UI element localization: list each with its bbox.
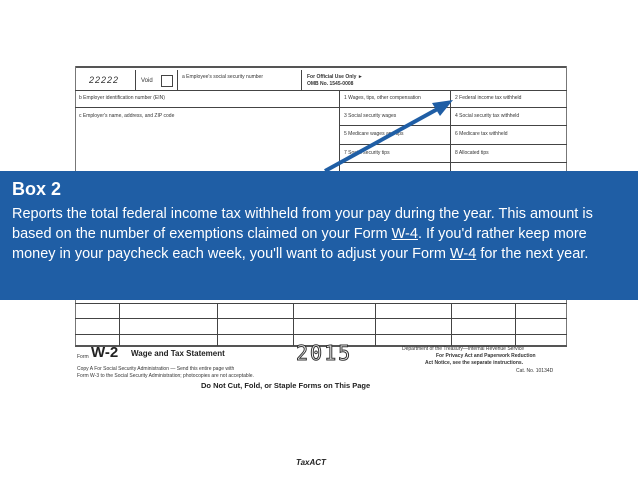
privacy-act: For Privacy Act and Paperwork Reduction	[436, 353, 536, 359]
w4-link[interactable]: W-4	[449, 246, 477, 262]
box-c-label: c Employer's name, address, and ZIP code	[79, 113, 175, 119]
form-year: 2015	[296, 341, 353, 365]
callout-title: Box 2	[12, 179, 62, 199]
form-word: Form	[77, 354, 89, 360]
box-7-label: 7 Social security tips	[344, 150, 390, 156]
omb-number: OMB No. 1545-0008	[307, 81, 354, 87]
taxact-logo	[296, 452, 340, 467]
copy-a-text: Copy A For Social Security Administration — Send this entire page with	[77, 366, 235, 372]
box-6-label: 6 Medicare tax withheld	[455, 131, 508, 137]
void-label: Void	[141, 78, 153, 84]
treasury-dept: Department of the Treasury—Internal Revenue Service	[402, 346, 525, 352]
act-notice: Act Notice, see the separate instructions.	[425, 360, 524, 366]
control-number: 22222	[89, 75, 120, 85]
callout-text-part: Reports the total federal income tax withheld from your pay during the year. This amount is based on the number of exemptions claimed on your Form	[12, 206, 593, 242]
callout-text-part: for the next year.	[476, 246, 589, 262]
box-1-label: 1 Wages, tips, other compensation	[344, 95, 421, 101]
w4-link[interactable]: W-4	[391, 226, 418, 242]
copy-a-text-2: Form W-3 to the Social Security Administration; photocopies are not acceptable.	[77, 373, 254, 379]
box-2-label: 2 Federal income tax withheld	[455, 95, 522, 101]
box-4-label: 4 Social security tax withheld	[455, 113, 520, 119]
box-8-label: 8 Allocated tips	[455, 150, 489, 156]
cat-number: Cat. No. 10134D	[516, 368, 554, 374]
box-a-label: a Employee's social security number	[182, 74, 263, 80]
form-name: W-2	[91, 344, 119, 361]
box-3-label: 3 Social security wages	[344, 113, 397, 119]
form-title: Wage and Tax Statement	[131, 349, 225, 358]
callout-text-part: . If you'd rather keep more money in your paycheck each week, you'll want to adjust your Form	[12, 226, 587, 262]
official-use-label: For Official Use Only ►	[307, 74, 363, 80]
box-5-label: 5 Medicare wages and tips	[344, 131, 404, 137]
do-not-cut: Do Not Cut, Fold, or Staple Forms on This Page	[201, 381, 371, 390]
taxact-logo-text: TaxACT	[296, 458, 326, 467]
box-b-label: b Employer identification number (EIN)	[79, 95, 165, 101]
